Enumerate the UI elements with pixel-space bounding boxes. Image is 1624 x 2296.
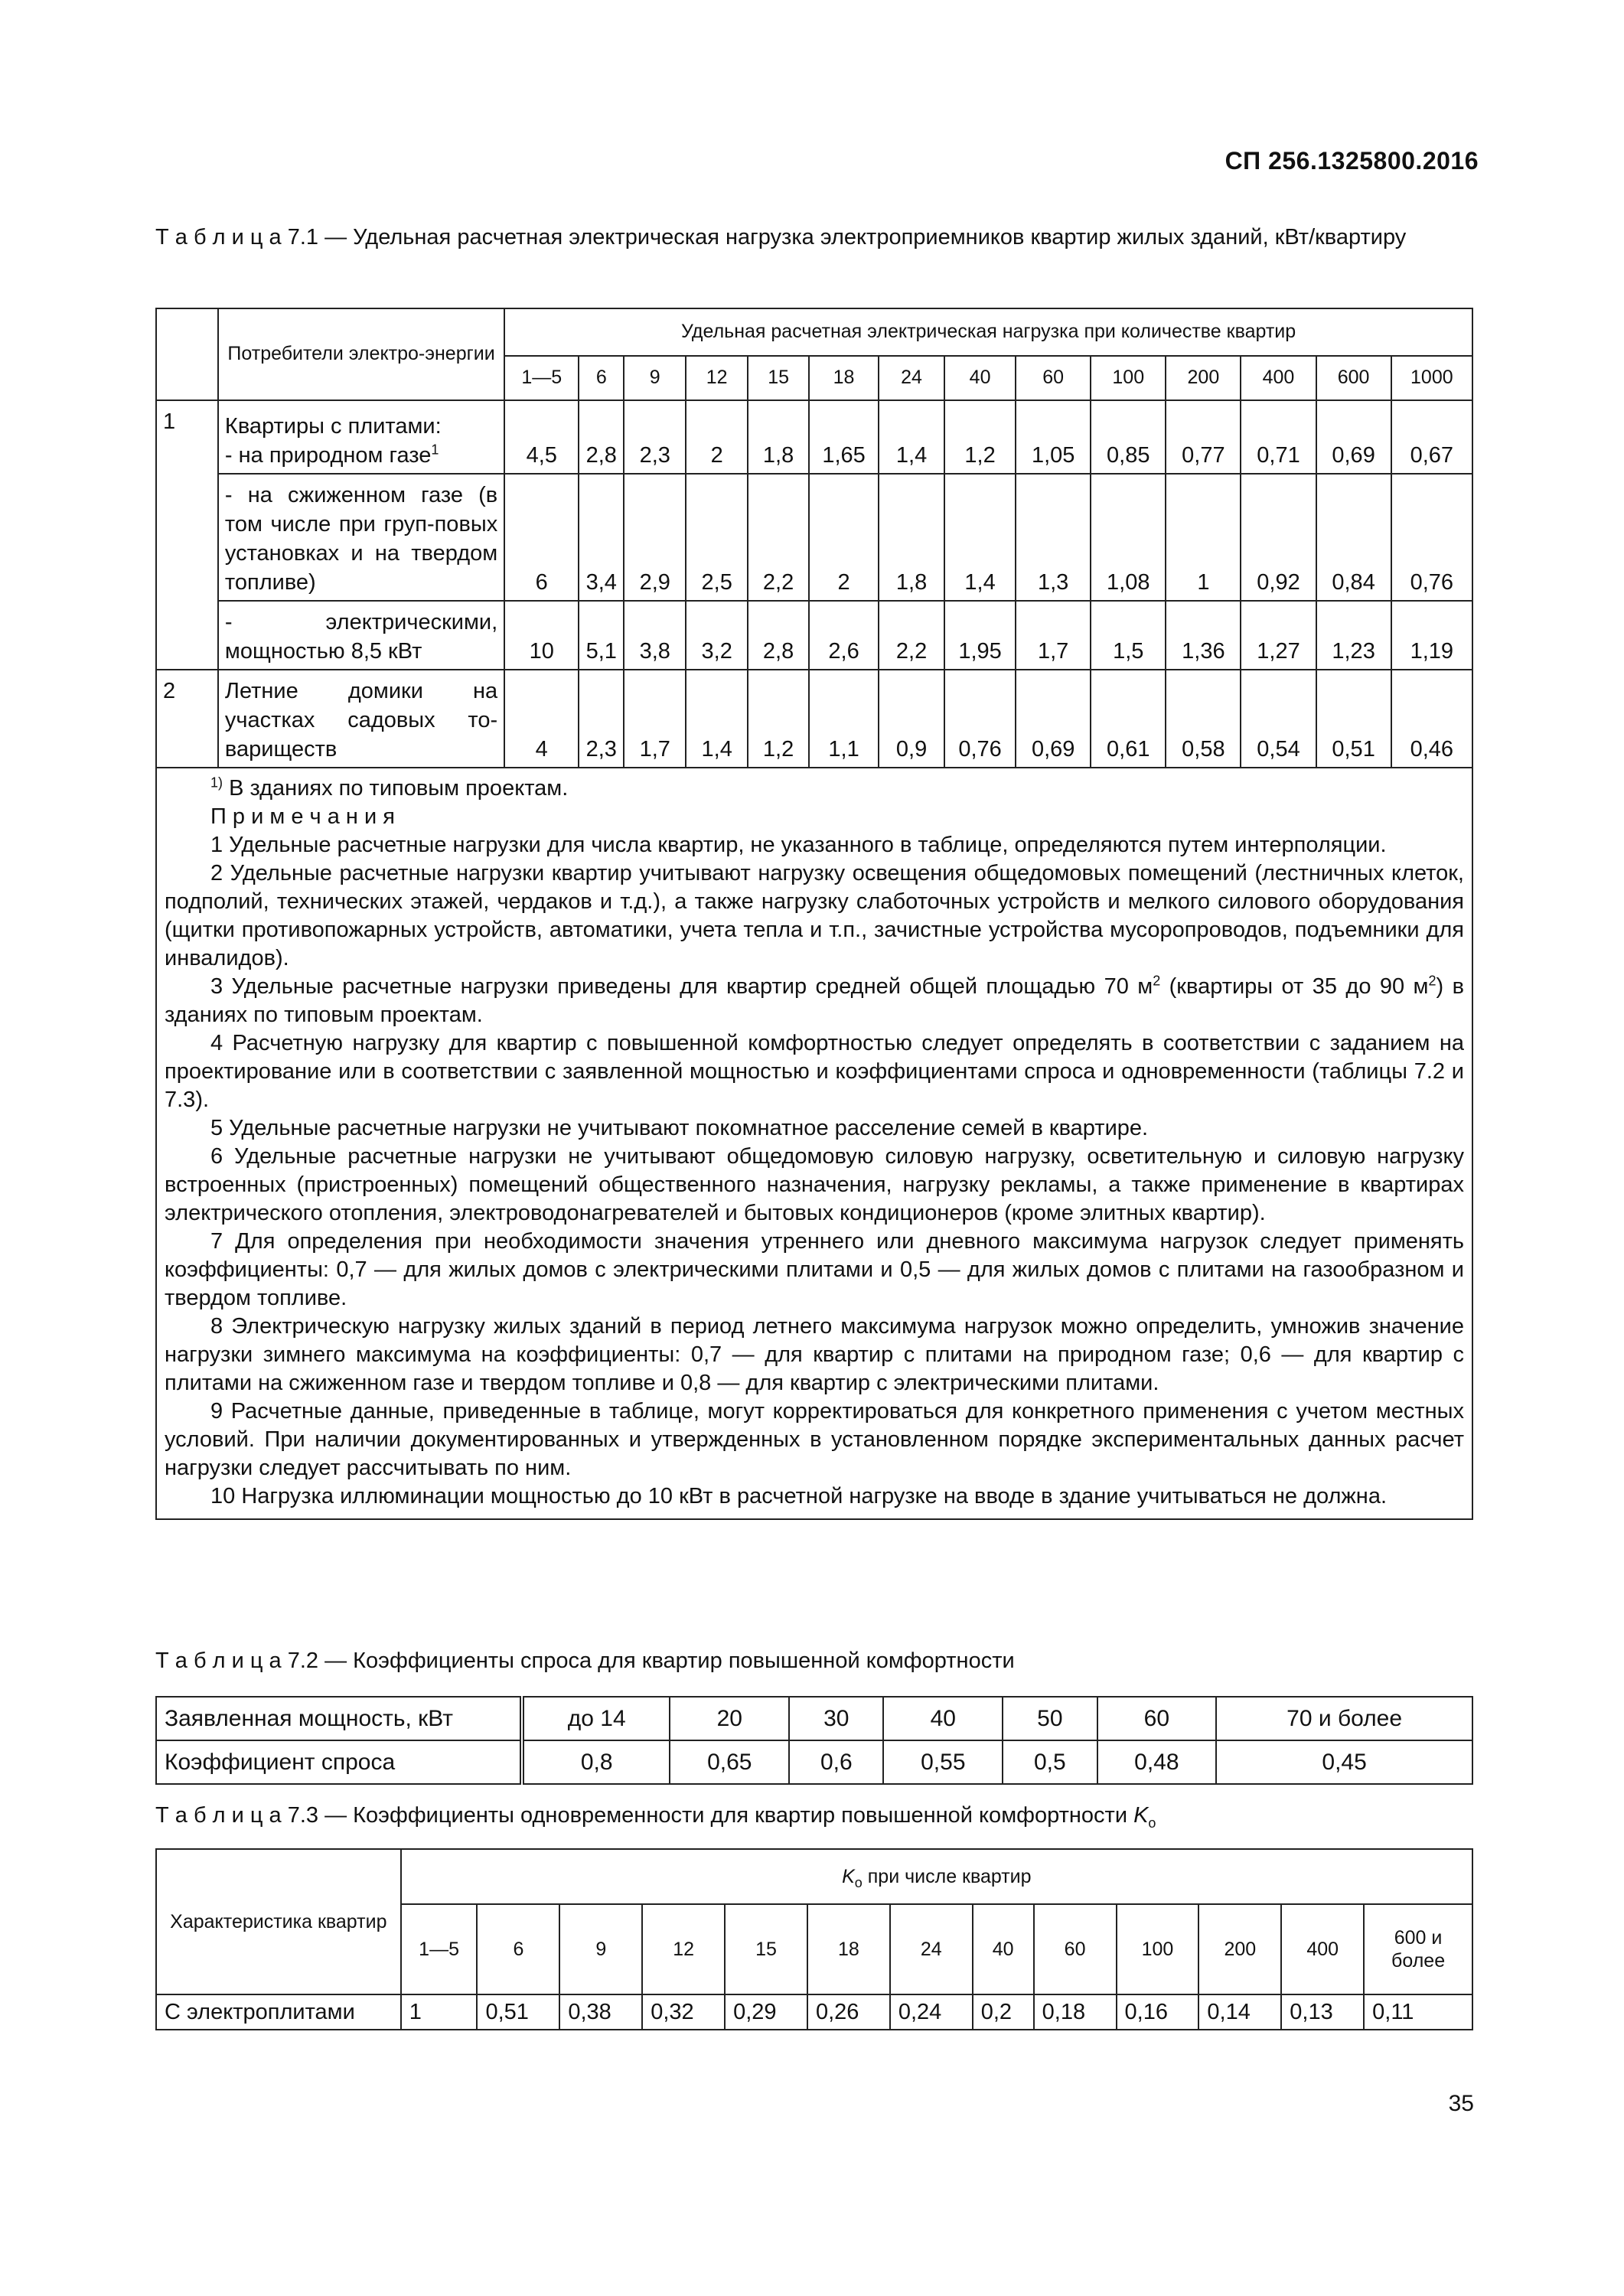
value-cell: 1	[1166, 474, 1241, 601]
value-cell: 1,4	[944, 474, 1016, 601]
table2-caption-text: 7.2 — Коэффициенты спроса для квартир повышенной комфортности	[281, 1649, 1015, 1673]
k-subscript: о	[854, 1875, 863, 1890]
column-header: 200	[1198, 1904, 1281, 1994]
value-cell: 1,8	[879, 474, 944, 601]
value-cell: 2,9	[624, 474, 686, 601]
value-cell: 0,46	[1391, 670, 1472, 768]
coefficient-value-cell: 0,45	[1216, 1740, 1472, 1784]
value-cell: 2,8	[748, 601, 809, 670]
superscript: 2	[1153, 973, 1161, 989]
value-cell: 0,84	[1316, 474, 1391, 601]
note-7: 7 Для определения при необходимости значения утреннего или дневного максимума нагрузок следует применять коэффициенты: 0,7 — для жилых домов с электрическими плитами и 0,5 — для жилых домов с плитами на газообразном и твердом топливе.	[165, 1229, 1464, 1310]
value-cell: 1,7	[624, 670, 686, 768]
value-cell: 1,05	[1016, 400, 1091, 474]
coefficient-value-cell: 0,5	[1003, 1740, 1097, 1784]
table-row	[156, 1740, 1472, 1784]
notes-cell	[156, 768, 1472, 1519]
value-cell: 1,95	[944, 601, 1016, 670]
value-cell: 0,51	[477, 1994, 559, 2030]
column-header: 40	[973, 1904, 1034, 1994]
column-header: 1—5	[401, 1904, 478, 1994]
value-cell: 2,2	[748, 474, 809, 601]
value-cell: 0,18	[1034, 1994, 1117, 2030]
value-cell: 1,2	[748, 670, 809, 768]
note-8: 8 Электрическую нагрузку жилых зданий в период летнего максимума нагрузок можно определить, умножив значение нагрузки зимнего максимума на коэффициенты: 0,7 — для квартир с плитами на природном газе; 0,6 — для квартир с плитами на сжиженном газе и твердом топливе и 0,8 — для квартир с электрическими плитами.	[165, 1314, 1464, 1395]
value-cell: 0,2	[973, 1994, 1034, 2030]
table3-caption-text: 7.3 — Коэффициенты одновременности для квартир повышенной комфортности	[281, 1803, 1134, 1828]
value-cell: 0,76	[1391, 474, 1472, 601]
note-10: 10 Нагрузка иллюминации мощностью до 10 кВт в расчетной нагрузке на вводе в здание учитываться не должна.	[210, 1484, 1387, 1508]
column-header: 100	[1117, 1904, 1199, 1994]
value-cell: 1,23	[1316, 601, 1391, 670]
column-header: 400	[1281, 1904, 1364, 1994]
table-row	[156, 1697, 1472, 1740]
value-cell: 2,6	[809, 601, 879, 670]
value-cell: 1,1	[809, 670, 879, 768]
value-cell: 0,26	[807, 1994, 890, 2030]
column-header: 18	[809, 356, 879, 400]
value-cell: 0,13	[1281, 1994, 1364, 2030]
notes-title: П р и м е ч а н и я	[210, 804, 395, 829]
load-header: Удельная расчетная электрическая нагрузка при количестве квартир	[504, 308, 1472, 356]
value-cell: 0,24	[890, 1994, 973, 2030]
table-row	[156, 601, 1472, 670]
column-header: 9	[624, 356, 686, 400]
value-cell: 10	[504, 601, 579, 670]
coefficient-value-cell: 0,65	[670, 1740, 789, 1784]
row-label-electric-stoves: С электроплитами	[156, 1994, 401, 2030]
value-cell: 0,38	[559, 1994, 642, 2030]
note-1: 1 Удельные расчетные нагрузки для числа квартир, не указанного в таблице, определяются путем интерполяции.	[210, 833, 1387, 857]
table2-caption	[155, 1647, 1472, 1675]
note-5: 5 Удельные расчетные нагрузки не учитывают покомнатное расселение семей в квартире.	[210, 1116, 1149, 1140]
value-cell: 0,76	[944, 670, 1016, 768]
k-header-text: при числе квартир	[862, 1866, 1032, 1887]
value-cell: 2,3	[624, 400, 686, 474]
value-cell: 1,27	[1241, 601, 1316, 670]
k-subscript: о	[1148, 1815, 1156, 1831]
value-cell: 2,2	[879, 601, 944, 670]
k-header	[401, 1849, 1472, 1904]
column-header: 100	[1091, 356, 1166, 400]
value-cell: 1,8	[748, 400, 809, 474]
coefficient-value-cell: 0,6	[789, 1740, 883, 1784]
note-3-part: 3 Удельные расчетные нагрузки приведены для квартир средней общей площадью 70 м	[210, 974, 1153, 999]
table1-empty-header-cell	[156, 308, 218, 400]
value-cell: 5,1	[579, 601, 624, 670]
value-cell: 0,58	[1166, 670, 1241, 768]
table-row	[156, 1994, 1472, 2030]
column-header: 6	[477, 1904, 559, 1994]
value-cell: 1,36	[1166, 601, 1241, 670]
column-header: 1000	[1391, 356, 1472, 400]
note-3-part: (квартиры от 35 до 90 м	[1160, 974, 1429, 999]
table-7-2	[155, 1696, 1473, 1785]
value-cell: 1,2	[944, 400, 1016, 474]
coefficient-value-cell: 0,8	[522, 1740, 670, 1784]
footnote-mark: 1	[431, 442, 439, 458]
column-header: 60	[1016, 356, 1091, 400]
table3-caption-prefix: Т а б л и ц а	[155, 1803, 282, 1828]
column-header: 40	[944, 356, 1016, 400]
declared-power-label: Заявленная мощность, кВт	[156, 1697, 522, 1740]
value-cell: 2	[686, 400, 748, 474]
group-title: Квартиры с плитами:	[224, 414, 442, 439]
power-value-cell: 50	[1003, 1697, 1097, 1740]
row-label-liquefied-gas: - на сжиженном газе (в том числе при груп-повых установках и на твердом топливе)	[218, 474, 504, 601]
table-row	[156, 670, 1472, 768]
footnote-mark: 1)	[210, 775, 223, 791]
column-header: 24	[890, 1904, 973, 1994]
note-3	[165, 973, 1464, 1029]
demand-coefficient-label: Коэффициент спроса	[156, 1740, 522, 1784]
row-label-natural-gas	[218, 400, 504, 474]
value-cell: 2	[809, 474, 879, 601]
value-cell: 1,3	[1016, 474, 1091, 601]
note-2: 2 Удельные расчетные нагрузки квартир учитывают нагрузку освещения общедомовых помещений (лестничных клеток, подполий, технических этажей, чердаков и т.д.), а также нагрузку слаботочных устройств и мелкого силового оборудования (щитки противопожарных устройств, автоматики, учета тепла и т.п., зачистные устройства мусоропроводов, подъемники для инвалидов).	[165, 861, 1464, 970]
coefficient-value-cell: 0,48	[1097, 1740, 1217, 1784]
table3-caption	[155, 1802, 1472, 1829]
column-header: 60	[1034, 1904, 1117, 1994]
note-6: 6 Удельные расчетные нагрузки не учитывают общедомовую силовую нагрузку, осветительную и силовую нагрузку встроенных (пристроенных) помещений общественного назначения, нагрузку рекламы, а также применение в квартирах электрического отопления, электроводонагревателей и бытовых кондиционеров (кроме элитных квартир).	[165, 1144, 1464, 1225]
value-cell: 0,11	[1364, 1994, 1472, 2030]
value-cell: 3,4	[579, 474, 624, 601]
superscript: 2	[1428, 973, 1436, 989]
value-cell: 0,92	[1241, 474, 1316, 601]
row-label-text: - на природном газе	[224, 443, 432, 468]
value-cell: 0,32	[642, 1994, 725, 2030]
value-cell: 0,71	[1241, 400, 1316, 474]
value-cell: 0,85	[1091, 400, 1166, 474]
value-cell: 1,19	[1391, 601, 1472, 670]
power-value-cell: 30	[789, 1697, 883, 1740]
value-cell: 0,9	[879, 670, 944, 768]
characteristic-header: Характеристика квартир	[156, 1849, 401, 1994]
value-cell: 2,5	[686, 474, 748, 601]
table1-caption-text: 7.1 — Удельная расчетная электрическая нагрузка электроприемников квартир жилых зданий, кВт/квартиру	[281, 225, 1407, 249]
footnote	[165, 775, 1464, 803]
column-header: 200	[1166, 356, 1241, 400]
column-header: 18	[807, 1904, 890, 1994]
value-cell: 1,5	[1091, 601, 1166, 670]
column-header: 600	[1316, 356, 1391, 400]
value-cell: 3,2	[686, 601, 748, 670]
value-cell: 0,14	[1198, 1994, 1281, 2030]
power-value-cell: до 14	[522, 1697, 670, 1740]
column-header: 15	[725, 1904, 807, 1994]
consumers-header: Потребители электро-энергии	[218, 308, 504, 400]
column-header: 400	[1241, 356, 1316, 400]
column-header: 12	[686, 356, 748, 400]
table1-caption-prefix: Т а б л и ц а	[155, 225, 282, 249]
note-4: 4 Расчетную нагрузку для квартир с повышенной комфортностью следует определять в соответствии с заданием на проектирование или в соответствии с заявленной мощностью и коэффициентами спроса и одновременности (таблицы 7.2 и 7.3).	[165, 1031, 1464, 1112]
document-code: СП 256.1325800.2016	[1225, 147, 1479, 174]
coefficient-value-cell: 0,55	[883, 1740, 1003, 1784]
row-label-summer-houses: Летние домики на участках садовых то-вариществ	[218, 670, 504, 768]
value-cell: 1,7	[1016, 601, 1091, 670]
table-7-1	[155, 308, 1473, 1520]
column-header: 12	[642, 1904, 725, 1994]
column-header: 9	[559, 1904, 642, 1994]
note-9: 9 Расчетные данные, приведенные в таблице, могут корректироваться для конкретного применения с учетом местных условий. При наличии документированных и утвержденных в установленном порядке экспериментальных данных расчет нагрузки следует рассчитывать по ним.	[165, 1399, 1464, 1480]
power-value-cell: 20	[670, 1697, 789, 1740]
value-cell: 6	[504, 474, 579, 601]
power-value-cell: 70 и более	[1216, 1697, 1472, 1740]
column-header: 1—5	[504, 356, 579, 400]
table-7-3	[155, 1848, 1473, 2030]
column-header: 15	[748, 356, 809, 400]
value-cell: 0,51	[1316, 670, 1391, 768]
value-cell: 0,69	[1016, 670, 1091, 768]
table-row	[156, 400, 1472, 474]
k-symbol: K	[1133, 1803, 1149, 1828]
value-cell: 1,65	[809, 400, 879, 474]
group-index: 2	[156, 670, 218, 768]
value-cell: 4	[504, 670, 579, 768]
row-label-electric: - электрическими, мощностью 8,5 кВт	[218, 601, 504, 670]
table1-caption	[155, 223, 1472, 251]
value-cell: 1,4	[686, 670, 748, 768]
value-cell: 1,4	[879, 400, 944, 474]
table-row	[156, 474, 1472, 601]
value-cell: 3,8	[624, 601, 686, 670]
group-index: 1	[156, 400, 218, 670]
value-cell: 0,16	[1117, 1994, 1199, 2030]
value-cell: 2,8	[579, 400, 624, 474]
value-cell: 0,67	[1391, 400, 1472, 474]
column-header: 6	[579, 356, 624, 400]
value-cell: 2,3	[579, 670, 624, 768]
value-cell: 0,29	[725, 1994, 807, 2030]
page-number: 35	[1448, 2091, 1474, 2116]
power-value-cell: 40	[883, 1697, 1003, 1740]
column-header: 24	[879, 356, 944, 400]
column-header: 600 и более	[1364, 1904, 1472, 1994]
note-3-part: ) в зданиях по типовым проектам.	[165, 974, 1464, 1027]
value-cell: 1,08	[1091, 474, 1166, 601]
value-cell: 0,54	[1241, 670, 1316, 768]
value-cell: 4,5	[504, 400, 579, 474]
value-cell: 1	[401, 1994, 478, 2030]
table2-caption-prefix: Т а б л и ц а	[155, 1649, 282, 1673]
k-symbol: K	[842, 1866, 855, 1887]
value-cell: 0,69	[1316, 400, 1391, 474]
power-value-cell: 60	[1097, 1697, 1217, 1740]
footnote-text: В зданиях по типовым проектам.	[223, 776, 569, 801]
value-cell: 0,61	[1091, 670, 1166, 768]
value-cell: 0,77	[1166, 400, 1241, 474]
